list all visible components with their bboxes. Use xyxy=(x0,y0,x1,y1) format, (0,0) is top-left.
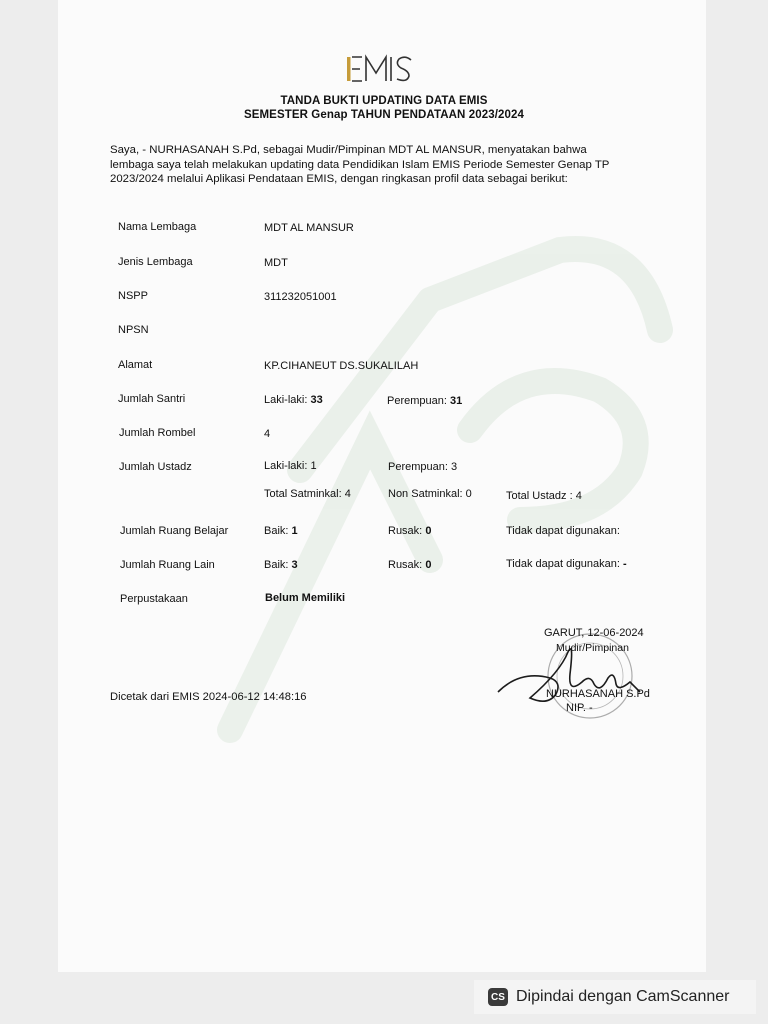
label-ruang-belajar: Jumlah Ruang Belajar xyxy=(120,525,229,537)
intro-line: lembaga saya telah melakukan updating data Pendidikan Islam EMIS Periode Semester Genap TP xyxy=(110,158,610,171)
ustadz-perempuan: Perempuan: 3 xyxy=(388,461,458,473)
ruang-belajar-baik xyxy=(264,525,298,537)
label-nama-lembaga: Nama Lembaga xyxy=(118,221,197,233)
value-alamat: KP.CIHANEUT DS.SUKALILAH xyxy=(264,360,419,372)
santri-laki-label: Laki-laki: xyxy=(264,394,308,406)
santri-perempuan-value: 31 xyxy=(450,395,463,407)
label-npsn: NPSN xyxy=(118,324,149,336)
ruang-belajar-tidak-label: Tidak dapat digunakan: xyxy=(506,525,620,537)
ruang-belajar-baik-label: Baik: xyxy=(264,525,289,537)
intro-line: Saya, - NURHASANAH S.Pd, sebagai Mudir/Pimpinan MDT AL MANSUR, menyatakan bahwa xyxy=(110,144,587,156)
ruang-lain-rusak xyxy=(388,559,431,571)
ustadz-total-satminkal: Total Satminkal: 4 xyxy=(264,488,351,500)
emis-logo xyxy=(345,52,423,86)
santri-laki xyxy=(264,394,323,406)
ruang-belajar-rusak-value: 0 xyxy=(425,525,432,537)
value-jenis-lembaga: MDT xyxy=(264,257,288,269)
signature-nip: NIP. - xyxy=(566,702,593,714)
camscanner-badge xyxy=(474,980,756,1014)
printed-timestamp: Dicetak dari EMIS 2024-06-12 14:48:16 xyxy=(110,691,307,703)
label-alamat: Alamat xyxy=(118,359,153,371)
intro-line: 2023/2024 melalui Aplikasi Pendataan EMIS, dengan ringkasan profil data sebagai berikut: xyxy=(110,173,568,185)
santri-perempuan xyxy=(387,395,462,407)
signature-place-date: GARUT, 12-06-2024 xyxy=(544,627,644,639)
ruang-belajar-tidak xyxy=(506,525,620,537)
ruang-lain-tidak-label: Tidak dapat digunakan: xyxy=(506,558,620,570)
label-perpustakaan: Perpustakaan xyxy=(120,593,188,605)
value-perpustakaan: Belum Memiliki xyxy=(265,592,346,604)
ustadz-non-satminkal: Non Satminkal: 0 xyxy=(388,488,472,500)
ruang-belajar-rusak-label: Rusak: xyxy=(388,525,423,537)
document-title: TANDA BUKTI UPDATING DATA EMIS xyxy=(280,95,488,107)
santri-perempuan-label: Perempuan: xyxy=(387,395,447,407)
signature-block xyxy=(490,622,660,722)
label-jumlah-rombel: Jumlah Rombel xyxy=(119,427,196,439)
ruang-lain-baik-value: 3 xyxy=(291,559,298,571)
signature-name: NURHASANAH S.Pd xyxy=(546,688,650,700)
document-subtitle: SEMESTER Genap TAHUN PENDATAAN 2023/2024 xyxy=(243,109,525,121)
ruang-belajar-baik-value: 1 xyxy=(291,525,298,537)
intro-paragraph xyxy=(110,143,660,187)
label-jenis-lembaga: Jenis Lembaga xyxy=(118,256,193,268)
signature-role: Mudir/Pimpinan xyxy=(556,642,629,654)
camscanner-label: Dipindai dengan CamScanner xyxy=(516,988,730,1005)
ruang-lain-rusak-value: 0 xyxy=(425,559,432,571)
ruang-lain-rusak-label: Rusak: xyxy=(388,559,423,571)
label-ruang-lain: Jumlah Ruang Lain xyxy=(120,559,215,571)
label-jumlah-ustadz: Jumlah Ustadz xyxy=(119,461,192,473)
ruang-lain-tidak-value: - xyxy=(623,558,627,570)
ruang-lain-baik-label: Baik: xyxy=(264,559,289,571)
ruang-belajar-rusak xyxy=(388,525,431,537)
ruang-lain-tidak xyxy=(506,558,627,570)
ustadz-laki: Laki-laki: 1 xyxy=(264,460,317,472)
ustadz-total: Total Ustadz : 4 xyxy=(506,490,582,502)
value-nama-lembaga: MDT AL MANSUR xyxy=(264,222,354,234)
santri-laki-value: 33 xyxy=(310,394,323,406)
ruang-lain-baik xyxy=(264,559,298,571)
value-jumlah-rombel: 4 xyxy=(264,428,271,440)
camscanner-icon: CS xyxy=(488,988,508,1006)
label-jumlah-santri: Jumlah Santri xyxy=(118,393,186,405)
label-nspp: NSPP xyxy=(118,290,148,302)
value-nspp: 311232051001 xyxy=(264,291,337,303)
